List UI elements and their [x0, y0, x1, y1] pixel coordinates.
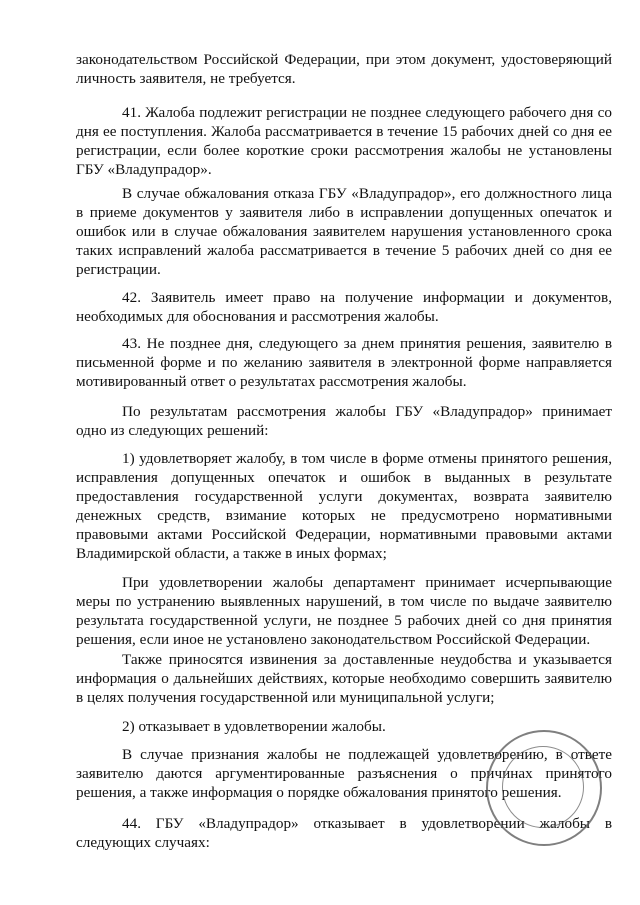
paragraph-satisfaction: При удовлетворении жалобы департамент принимает исчерпывающие меры по устранению выявленных нарушений, в том числе по выдаче заявителю результата государственной услуги, не позднее 5 рабочих дней со дня принятия решения, если иное не установлено законодательством Российской Федерации.: [76, 574, 612, 648]
paragraph-43: 43. Не позднее дня, следующего за днем принятия решения, заявителю в письменной форме и по желанию заявителя в электронной форме направляется мотивированный ответ о результатах рассмотрения жалобы.: [76, 335, 612, 390]
paragraph-42: 42. Заявитель имеет право на получение информации и документов, необходимых для обоснования и рассмотрения жалобы.: [76, 289, 612, 325]
paragraph-continuation: законодательством Российской Федерации, при этом документ, удостоверяющий личность заявителя, не требуется.: [76, 51, 612, 87]
paragraph-apology: Также приносятся извинения за доставленные неудобства и указывается информация о дальнейших действиях, которые необходимо совершить заявителю в целях получения государственной или муниципальной услуги;: [76, 651, 612, 706]
paragraph-41: 41. Жалоба подлежит регистрации не позднее следующего рабочего дня со дня ее поступления. Жалоба рассматривается в течение 15 рабочих дней со дня ее регистрации, если более короткие сроки рассмотрения жалобы не установлены ГБУ «Владупрадор».: [76, 104, 612, 178]
seal-inner-ring: [502, 746, 584, 828]
paragraph-44: 44. ГБУ «Владупрадор» отказывает в удовлетворении жалобы в следующих случаях:: [76, 815, 612, 851]
official-seal-stamp: [486, 730, 602, 846]
paragraph-decisions-intro: По результатам рассмотрения жалобы ГБУ «Владупрадор» принимает одно из следующих решений:: [76, 403, 612, 439]
paragraph-rejection-reasons: В случае признания жалобы не подлежащей удовлетворению, в ответе заявителю даются аргументированные разъяснения о причинах принятого решения, а также информация о порядке обжалования принятого решения.: [76, 746, 612, 801]
paragraph-appeal-refusal: В случае обжалования отказа ГБУ «Владупрадор», его должностного лица в приеме документов у заявителя либо в исправлении допущенных опечаток и ошибок или в случае обжалования заявителем нарушения установленного срока таких исправлений жалоба рассматривается в течение 5 рабочих дней со дня ее регистрации.: [76, 185, 612, 278]
paragraph-decision-1: 1) удовлетворяет жалобу, в том числе в форме отмены принятого решения, исправления допущенных опечаток и ошибок в выданных в результате предоставления государственной услуги документах, возврата заявителю денежных средств, взимание которых не предусмотрено нормативными правовыми актами Российской Федерации, нормативными правовыми актами Владимирской области, а также в иных формах;: [76, 450, 612, 562]
paragraph-decision-2: 2) отказывает в удовлетворении жалобы.: [122, 718, 386, 735]
